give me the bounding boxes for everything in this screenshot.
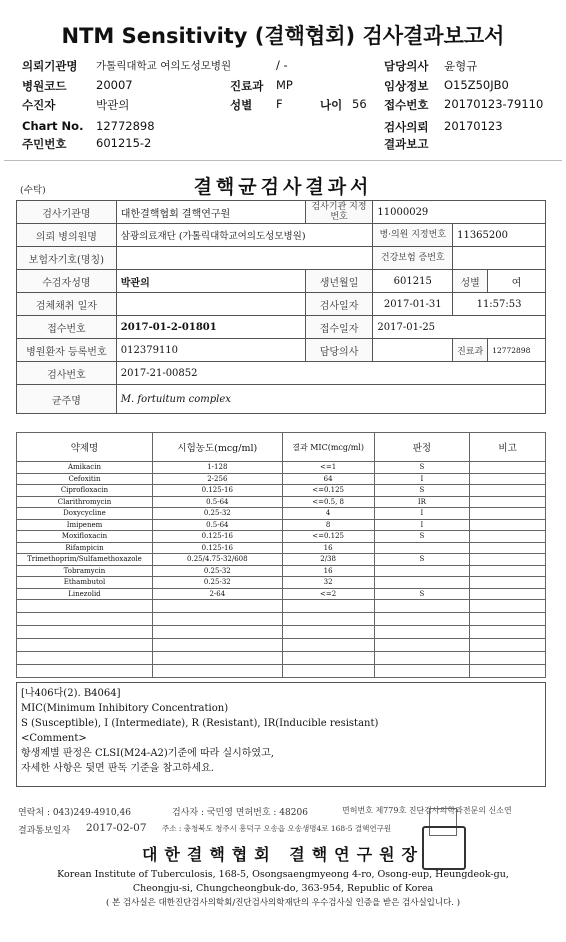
recv-value: 박관의: [96, 98, 130, 112]
strain-label: 균주명: [17, 385, 117, 414]
accept-label: 접수번호: [384, 98, 429, 112]
drug-interp: [374, 577, 470, 589]
clin-label: 임상정보: [384, 79, 429, 93]
rrn-value: 601215-2: [96, 136, 152, 150]
drug-interp: S: [374, 588, 470, 600]
clin-value: O15Z50JB0: [444, 78, 509, 92]
footer-license: 면허번호 제779호 진단검사의학과전문의 신소연: [342, 806, 512, 815]
empty-cell: [152, 639, 282, 652]
drug-note: [470, 508, 546, 520]
footer-report-date-label: 결과통보일자: [18, 826, 71, 836]
drug-note: [470, 496, 546, 508]
hosp-value: 삼광의료재단 (가톨릭대학교여의도성모병원): [116, 224, 373, 247]
drug-interp: [374, 542, 470, 554]
empty-cell: [374, 665, 470, 678]
drug-row: [17, 554, 546, 566]
drug-note: [470, 531, 546, 543]
drug-conc: 0.125-16: [152, 485, 282, 497]
drug-interp: [374, 565, 470, 577]
empty-cell: [470, 613, 546, 626]
empty-cell: [17, 639, 153, 652]
drug-note: [470, 565, 546, 577]
drug-interp: S: [374, 462, 470, 474]
drug-name: Tobramycin: [17, 565, 153, 577]
drug-conc: 0.5-64: [152, 496, 282, 508]
sex-value: F: [276, 97, 283, 111]
hosp-no-label: 병·의원 지정번호: [373, 224, 453, 247]
hosp-no-value: 11365200: [453, 224, 546, 247]
footer-contact: 연락처 : 043)249-4910,46: [18, 808, 131, 818]
drug-mic: <=0.5, 8: [282, 496, 374, 508]
footer-report-date-value: 2017-02-07: [86, 822, 147, 834]
acc-date-label: 접수일자: [305, 316, 373, 339]
drug-note: [470, 462, 546, 474]
empty-cell: [152, 626, 282, 639]
empty-cell: [152, 600, 282, 613]
empty-row: [17, 665, 546, 678]
empty-cell: [282, 665, 374, 678]
address-en-line1: Korean Institute of Tuberculosis, 168-5, Osongsaengmyeong 4-ro, Osong-eup, Heungdeok-gu,: [57, 869, 509, 880]
empty-cell: [152, 665, 282, 678]
drug-note: [470, 485, 546, 497]
test-time-value: 11:57:53: [453, 293, 546, 316]
empty-cell: [470, 639, 546, 652]
drug-mic: 64: [282, 473, 374, 485]
name-value: 박관의: [116, 270, 305, 293]
report-title: 결핵균검사결과서: [193, 176, 373, 198]
page-title: NTM Sensitivity (결핵협회) 검사결과보고서: [61, 24, 505, 48]
drug-mic: <=0.125: [282, 531, 374, 543]
ins-no-label: 건강보험 증번호: [373, 247, 453, 270]
empty-cell: [282, 600, 374, 613]
chart-label: Chart No.: [22, 119, 84, 133]
drug-conc: 0.125-16: [152, 531, 282, 543]
empty-cell: [282, 639, 374, 652]
comment-code: [나406다(2). B4064]: [21, 688, 121, 699]
dept-label: 진료과: [230, 79, 264, 93]
birth-value: 601215: [373, 270, 453, 293]
drug-note: [470, 473, 546, 485]
empty-cell: [374, 613, 470, 626]
sex-label-2: 성별: [453, 270, 488, 293]
report-tag: (수탁): [20, 185, 46, 196]
empty-row: [17, 639, 546, 652]
test-date-label: 검사일자: [305, 293, 373, 316]
empty-cell: [374, 639, 470, 652]
rrn-label: 주민번호: [22, 137, 67, 151]
drug-mic: 4: [282, 508, 374, 520]
drug-mic: <=1: [282, 462, 374, 474]
drug-mic: 16: [282, 542, 374, 554]
col-conc: 시험농도(mcg/ml): [152, 433, 282, 462]
drug-row: [17, 496, 546, 508]
drug-row: [17, 542, 546, 554]
req-inst-label: 의뢰기관명: [22, 59, 78, 73]
hosp-code-label: 병원코드: [22, 79, 67, 93]
drug-mic: 8: [282, 519, 374, 531]
drug-row: [17, 588, 546, 600]
comment-line2: S (Susceptible), I (Intermediate), R (Resistant), IR(Inducible resistant): [21, 718, 379, 729]
doc-label: 담당의사: [305, 339, 373, 362]
drug-name: Clarithromycin: [17, 496, 153, 508]
drug-interp: S: [374, 485, 470, 497]
comment-line3: <Comment>: [21, 733, 87, 744]
drug-note: [470, 577, 546, 589]
reg-label: 병원환자 등록번호: [17, 339, 117, 362]
collect-value: [116, 293, 305, 316]
acc-label: 접수번호: [17, 316, 117, 339]
empty-cell: [17, 665, 153, 678]
drug-mic: <=2: [282, 588, 374, 600]
drug-interp: S: [374, 554, 470, 566]
certification-note: ( 본 검사실은 대한진단검사의학회/진단검사의학재단의 우수검사실 인증을 받은 검사실입니다. ): [105, 898, 461, 908]
acc-date-value: 2017-01-25: [373, 316, 546, 339]
ins-value: [116, 247, 373, 270]
acc-value: 2017-01-2-01801: [116, 316, 305, 339]
drug-conc: 0.25/4.75-32/608: [152, 554, 282, 566]
drug-mic: 16: [282, 565, 374, 577]
accept-value: 20170123-79110: [444, 97, 544, 111]
drug-row: [17, 565, 546, 577]
drug-name: Cefoxitin: [17, 473, 153, 485]
age-value: 56: [352, 97, 367, 111]
divider: [4, 160, 562, 161]
doctor-value: 윤형규: [444, 59, 478, 73]
drug-name: Moxifloxacin: [17, 531, 153, 543]
lab-no-label: 검사기관 지정번호: [305, 201, 373, 224]
doc-value: [373, 339, 453, 362]
footer-address-kr: 주소 : 충청북도 청주시 흥덕구 오송읍 오송생명4로 168-5 결핵연구원: [162, 824, 392, 833]
test-date-value: 2017-01-31: [373, 293, 453, 316]
empty-cell: [17, 613, 153, 626]
lab-no-value: 11000029: [373, 201, 546, 224]
drug-conc: 0.125-16: [152, 542, 282, 554]
empty-cell: [17, 600, 153, 613]
empty-row: [17, 613, 546, 626]
dept-value: MP: [276, 78, 293, 92]
drug-name: Ethambutol: [17, 577, 153, 589]
hosp-code-value: 20007: [96, 78, 133, 92]
drug-conc: 0.5-64: [152, 519, 282, 531]
report-label: 결과보고: [384, 137, 429, 151]
recv-label: 수진자: [22, 98, 56, 112]
empty-cell: [470, 652, 546, 665]
address-en: [0, 868, 566, 910]
lab-value: 대한결핵협회 결핵연구원: [116, 201, 305, 224]
ins-label: 보험자기호(명칭): [17, 247, 117, 270]
empty-cell: [374, 626, 470, 639]
drug-row: [17, 577, 546, 589]
drug-interp: IR: [374, 496, 470, 508]
drug-interp: I: [374, 473, 470, 485]
drug-note: [470, 542, 546, 554]
empty-row: [17, 626, 546, 639]
drug-name: Amikacin: [17, 462, 153, 474]
comment-line1: MIC(Minimum Inhibitory Concentration): [21, 703, 229, 714]
drug-name: Ciprofloxacin: [17, 485, 153, 497]
sex-value-2: 여: [488, 270, 546, 293]
drug-note: [470, 588, 546, 600]
empty-cell: [282, 626, 374, 639]
col-mic: 결과 MIC(mcg/ml): [282, 433, 374, 462]
empty-cell: [17, 626, 153, 639]
empty-row: [17, 600, 546, 613]
sex-label: 성별: [230, 98, 253, 112]
empty-cell: [17, 652, 153, 665]
comment-box: [16, 682, 546, 787]
name-label: 수검자성명: [17, 270, 117, 293]
hosp-label: 의뢰 병의원명: [17, 224, 117, 247]
birth-label: 생년월일: [305, 270, 373, 293]
dept-value-2: 12772898: [488, 339, 546, 362]
empty-cell: [282, 652, 374, 665]
reqdate-value: 20170123: [444, 119, 503, 133]
address-en-line2: Cheongju-si, Chungcheongbuk-do, 363-954, Republic of Korea: [132, 883, 434, 894]
test-no-value: 2017-21-00852: [116, 362, 545, 385]
reqdate-label: 검사의뢰: [384, 120, 429, 134]
drug-row: [17, 462, 546, 474]
drug-row: [17, 508, 546, 520]
col-note: 비고: [470, 433, 546, 462]
drug-mic: <=0.125: [282, 485, 374, 497]
strain-value: M. fortuitum complex: [116, 385, 545, 414]
empty-cell: [470, 600, 546, 613]
info-table: [16, 200, 546, 414]
col-interp: 판정: [374, 433, 470, 462]
comment-line4: 항생제별 판정은 CLSI(M24-A2)기준에 따라 실시하였고,: [21, 748, 274, 759]
drug-conc: 2-256: [152, 473, 282, 485]
empty-cell: [152, 652, 282, 665]
drug-row: [17, 485, 546, 497]
empty-cell: [470, 626, 546, 639]
chart-value: 12772898: [96, 119, 155, 133]
susceptibility-table: [16, 432, 546, 678]
empty-cell: [282, 613, 374, 626]
ins-no-value: [453, 247, 546, 270]
drug-row: [17, 519, 546, 531]
drug-interp: I: [374, 508, 470, 520]
empty-row: [17, 652, 546, 665]
drug-name: Doxycycline: [17, 508, 153, 520]
empty-cell: [152, 613, 282, 626]
empty-cell: [470, 665, 546, 678]
drug-interp: I: [374, 519, 470, 531]
comment-line5: 자세한 사항은 뒷면 판독 기준을 참고하세요.: [21, 763, 214, 774]
drug-row: [17, 531, 546, 543]
empty-cell: [374, 600, 470, 613]
collect-label: 검체채취 일자: [17, 293, 117, 316]
drug-conc: 0.25-32: [152, 508, 282, 520]
organization-name: 대한결핵협회 결핵연구원장: [141, 845, 425, 864]
drug-name: Rifampicin: [17, 542, 153, 554]
reg-value: 012379110: [116, 339, 305, 362]
doctor-label: 담당의사: [384, 59, 429, 73]
drug-mic: 2/38: [282, 554, 374, 566]
drug-name: Linezolid: [17, 588, 153, 600]
req-inst-slash: / -: [276, 58, 288, 72]
drug-note: [470, 554, 546, 566]
drug-mic: 32: [282, 577, 374, 589]
drug-conc: 1-128: [152, 462, 282, 474]
age-label: 나이: [320, 98, 343, 112]
drug-row: [17, 473, 546, 485]
drug-conc: 2-64: [152, 588, 282, 600]
drug-interp: S: [374, 531, 470, 543]
dept-label-2: 진료과: [453, 339, 488, 362]
drug-name: Imipenem: [17, 519, 153, 531]
lab-label: 검사기관명: [17, 201, 117, 224]
col-drug: 약제명: [17, 433, 153, 462]
drug-conc: 0.25-32: [152, 577, 282, 589]
footer-tester: 검사자 : 국민영 면허번호 : 48206: [172, 808, 308, 818]
drug-name: Trimethoprim/Sulfamethoxazole: [17, 554, 153, 566]
drug-note: [470, 519, 546, 531]
drug-conc: 0.25-32: [152, 565, 282, 577]
empty-cell: [374, 652, 470, 665]
req-inst-value: 가톨릭대학교 여의도성모병원: [96, 60, 232, 72]
test-no-label: 검사번호: [17, 362, 117, 385]
